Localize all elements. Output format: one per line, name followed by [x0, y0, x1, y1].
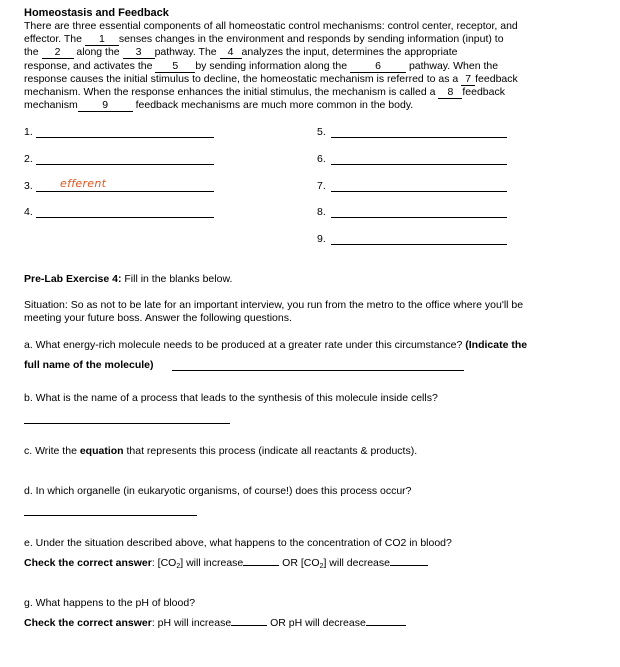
- answer-line-4[interactable]: 4.: [24, 206, 33, 218]
- ph-increase-checkbox[interactable]: [231, 625, 267, 626]
- question-a-line-1: a. What energy-rich molecule needs to be produced at a greater rate under this circumstance? (Indicate the: [24, 339, 528, 351]
- co2-increase-checkbox[interactable]: [243, 565, 279, 566]
- paragraph-line-3: the 2 along the 3 pathway. The 4 analyzes the input, determines the appropriate: [24, 46, 458, 59]
- answer-rule: [331, 244, 507, 245]
- blank-5[interactable]: 5: [155, 61, 195, 73]
- paragraph-line-1: There are three essential components of all homeostatic control mechanisms: control center, receptor, and: [24, 20, 518, 32]
- blank-1[interactable]: 1: [85, 34, 119, 46]
- answer-a-field[interactable]: [172, 370, 464, 371]
- answer-line-6[interactable]: 6.: [317, 153, 326, 165]
- paragraph-line-7: mechanism 9 feedback mechanisms are much more common in the body.: [24, 99, 414, 112]
- answer-rule: [36, 164, 214, 165]
- answer-b-field[interactable]: [24, 423, 230, 424]
- situation-line-1: Situation: So as not to be late for an important interview, you run from the metro to the office where you'll be: [24, 299, 524, 311]
- answer-rule: [331, 164, 507, 165]
- question-a-line-2: full name of the molecule): [24, 359, 154, 371]
- paragraph-line-5: response causes the initial stimulus to decline, the homeostatic mechanism is referred to as a 7 feedback: [24, 72, 518, 85]
- paragraph-line-4: response, and activates the 5 by sending information along the 6 pathway. When the: [24, 59, 499, 72]
- ph-decrease-checkbox[interactable]: [366, 625, 406, 626]
- handwritten-answer: efferent: [60, 177, 107, 190]
- blank-7[interactable]: 7: [461, 74, 475, 86]
- situation-line-2: meeting your future boss. Answer the following questions.: [24, 312, 292, 324]
- worksheet-title: Homeostasis and Feedback: [24, 7, 169, 19]
- answer-rule: [36, 137, 214, 138]
- answer-line-8[interactable]: 8.: [317, 206, 326, 218]
- question-e-line-1: e. Under the situation described above, what happens to the concentration of CO2 in blood?: [24, 537, 452, 549]
- blank-2[interactable]: 2: [42, 47, 74, 59]
- question-b: b. What is the name of a process that leads to the synthesis of this molecule inside cells?: [24, 392, 438, 404]
- paragraph-line-2: effector. The 1 senses changes in the environment and responds by sending information (input) to: [24, 33, 504, 46]
- co2-decrease-checkbox[interactable]: [390, 565, 428, 566]
- question-c: c. Write the equation that represents this process (indicate all reactants & products).: [24, 445, 418, 457]
- answer-line-5[interactable]: 5.: [317, 126, 326, 138]
- blank-9[interactable]: 9: [78, 100, 133, 112]
- answer-line-9[interactable]: 9.: [317, 233, 326, 245]
- blank-3[interactable]: 3: [123, 47, 155, 59]
- answer-rule: [36, 191, 214, 192]
- question-g-options: Check the correct answer: pH will increase OR pH will decrease: [24, 617, 406, 629]
- feedback-paragraph: [24, 20, 518, 112]
- blank-8[interactable]: 8: [438, 87, 462, 99]
- answer-line-3[interactable]: 3. efferent: [24, 180, 33, 192]
- question-d: d. In which organelle (in eukaryotic organisms, of course!) does this process occur?: [24, 485, 412, 497]
- blank-6[interactable]: 6: [350, 61, 406, 73]
- answer-rule: [331, 191, 507, 192]
- answer-rule: [331, 137, 507, 138]
- answer-rule: [36, 217, 214, 218]
- answer-line-7[interactable]: 7.: [317, 180, 326, 192]
- blank-4[interactable]: 4: [220, 47, 242, 59]
- paragraph-line-6: mechanism. When the response enhances the initial stimulus, the mechanism is called a 8 feedback: [24, 86, 505, 99]
- prelab-heading: Pre-Lab Exercise 4: Fill in the blanks below.: [24, 273, 233, 285]
- answer-rule: [331, 217, 507, 218]
- answer-d-field[interactable]: [24, 515, 197, 516]
- question-g-line-1: g. What happens to the pH of blood?: [24, 597, 196, 609]
- question-e-options: Check the correct answer: $[CO_2]$ will increase OR $[CO_2]$ will decrease: [24, 557, 428, 570]
- answer-line-2[interactable]: 2.: [24, 153, 33, 165]
- answer-line-1[interactable]: 1.: [24, 126, 33, 138]
